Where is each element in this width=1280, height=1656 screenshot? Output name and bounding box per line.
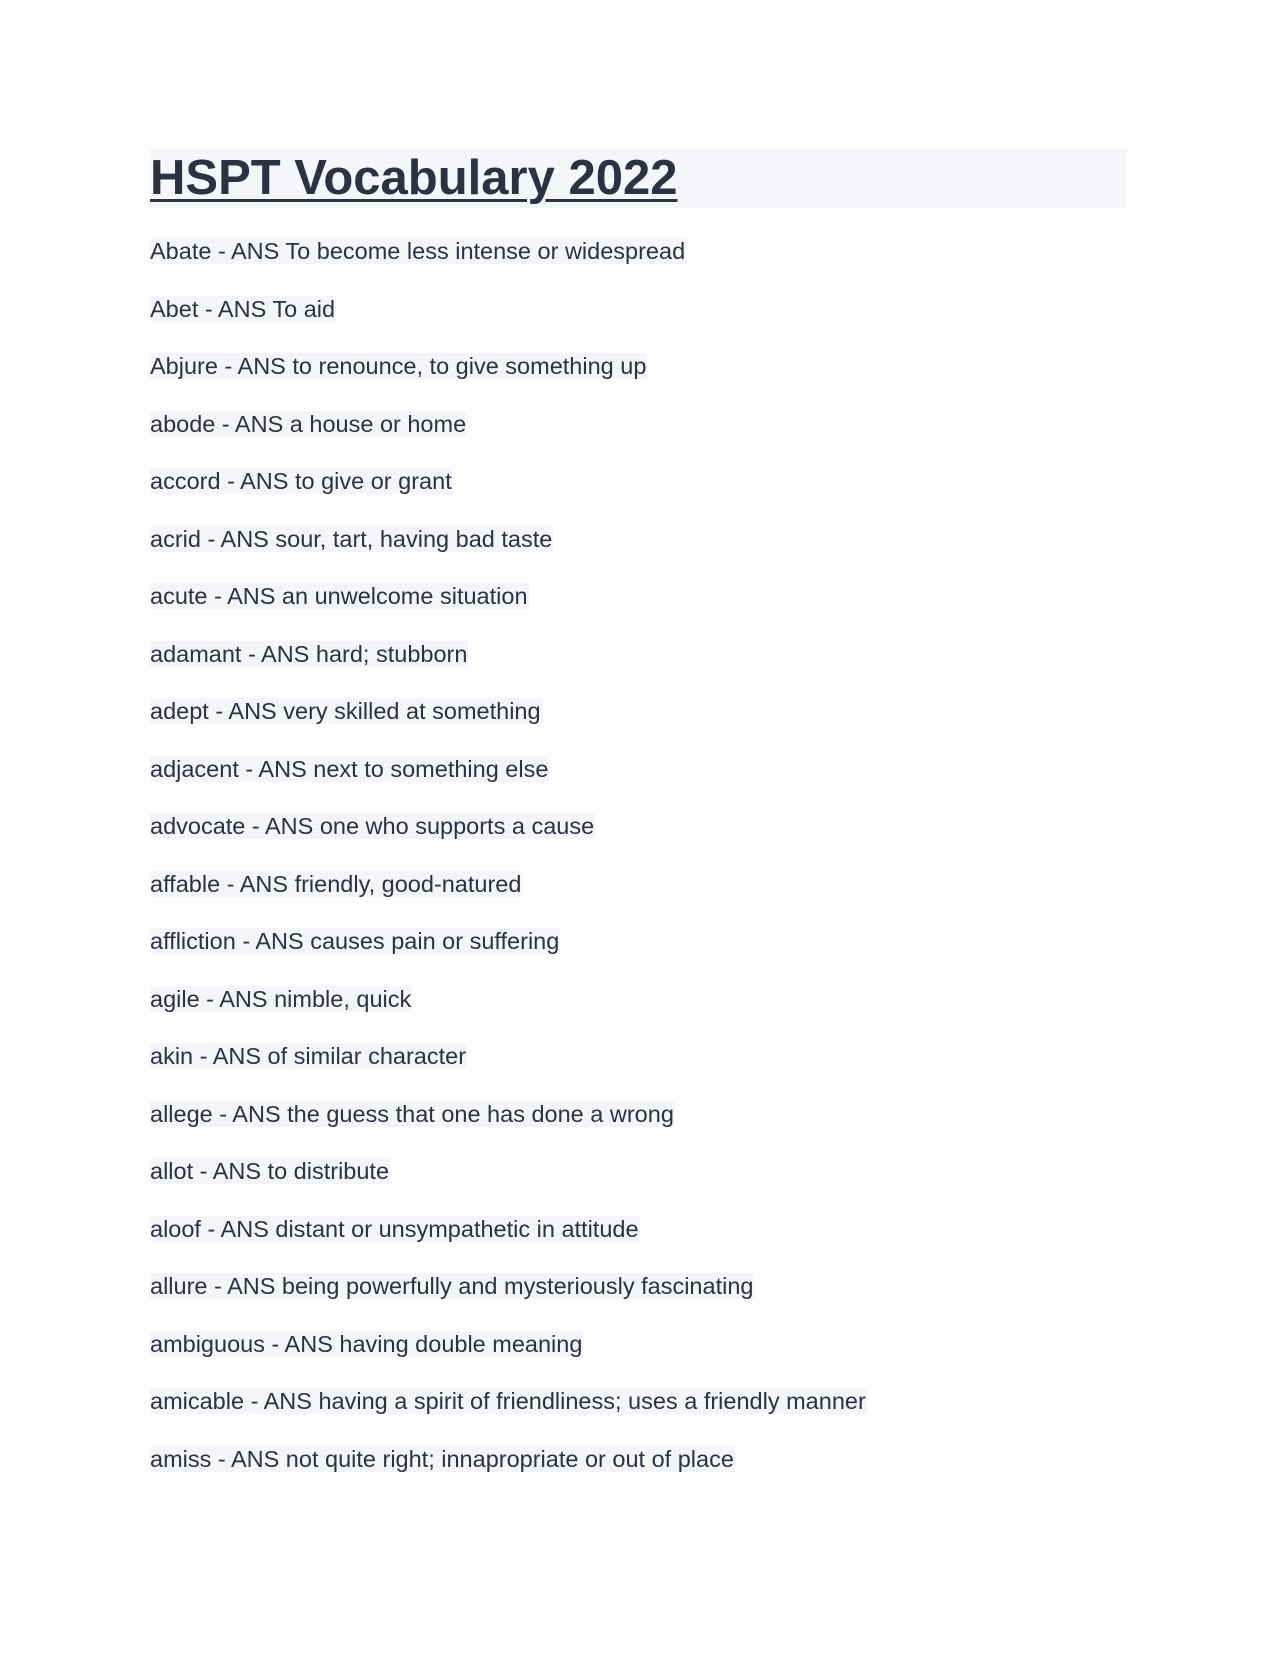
vocabulary-list [150, 236, 867, 1501]
entry-text: acute - ANS an unwelcome situation [150, 583, 528, 609]
list-item [150, 1214, 867, 1272]
entry-text: aloof - ANS distant or unsympathetic in attitude [150, 1215, 639, 1242]
list-item [150, 351, 867, 409]
list-item [150, 1271, 867, 1329]
entry-text: akin - ANS of similar character [150, 1043, 467, 1069]
list-item [150, 926, 867, 984]
entry-text: affable - ANS friendly, good-natured [150, 870, 522, 897]
entry-text: Abet - ANS To aid [150, 295, 336, 322]
entry-text: ambiguous - ANS having double meaning [150, 1330, 583, 1357]
list-item [150, 639, 867, 697]
list-item [150, 754, 867, 812]
entry-text: amiss - ANS not quite right; innapropriate or out of place [150, 1445, 734, 1472]
entry-text: amicable - ANS having a spirit of friendliness; uses a friendly manner [150, 1388, 866, 1414]
entry-text: allege - ANS the guess that one has done a wrong [150, 1100, 674, 1127]
entry-text: agile - ANS nimble, quick [150, 985, 412, 1012]
list-item [150, 294, 867, 352]
entry-text: adjacent - ANS next to something else [150, 755, 549, 782]
entry-text: Abate - ANS To become less intense or widespread [150, 238, 686, 264]
entry-text: abode - ANS a house or home [150, 410, 467, 437]
list-item [150, 1386, 867, 1444]
entry-text: affliction - ANS causes pain or suffering [150, 928, 560, 954]
entry-text: accord - ANS to give or grant [150, 468, 452, 494]
list-item [150, 696, 867, 754]
entry-text: adamant - ANS hard; stubborn [150, 640, 468, 667]
entry-text: adept - ANS very skilled at something [150, 698, 541, 724]
entry-text: allure - ANS being powerfully and mysteriously fascinating [150, 1273, 754, 1299]
entry-text: Abjure - ANS to renounce, to give something up [150, 353, 647, 379]
list-item [150, 581, 867, 639]
list-item [150, 1099, 867, 1157]
list-item [150, 236, 867, 294]
list-item [150, 869, 867, 927]
list-item [150, 524, 867, 582]
list-item [150, 1156, 867, 1214]
list-item [150, 1329, 867, 1387]
entry-text: allot - ANS to distribute [150, 1158, 390, 1184]
list-item [150, 1041, 867, 1099]
page-title: HSPT Vocabulary 2022 [150, 151, 678, 205]
list-item [150, 466, 867, 524]
entry-text: acrid - ANS sour, tart, having bad taste [150, 525, 553, 552]
list-item [150, 984, 867, 1042]
list-item [150, 811, 867, 869]
list-item [150, 1444, 867, 1502]
list-item [150, 409, 867, 467]
entry-text: advocate - ANS one who supports a cause [150, 813, 595, 839]
